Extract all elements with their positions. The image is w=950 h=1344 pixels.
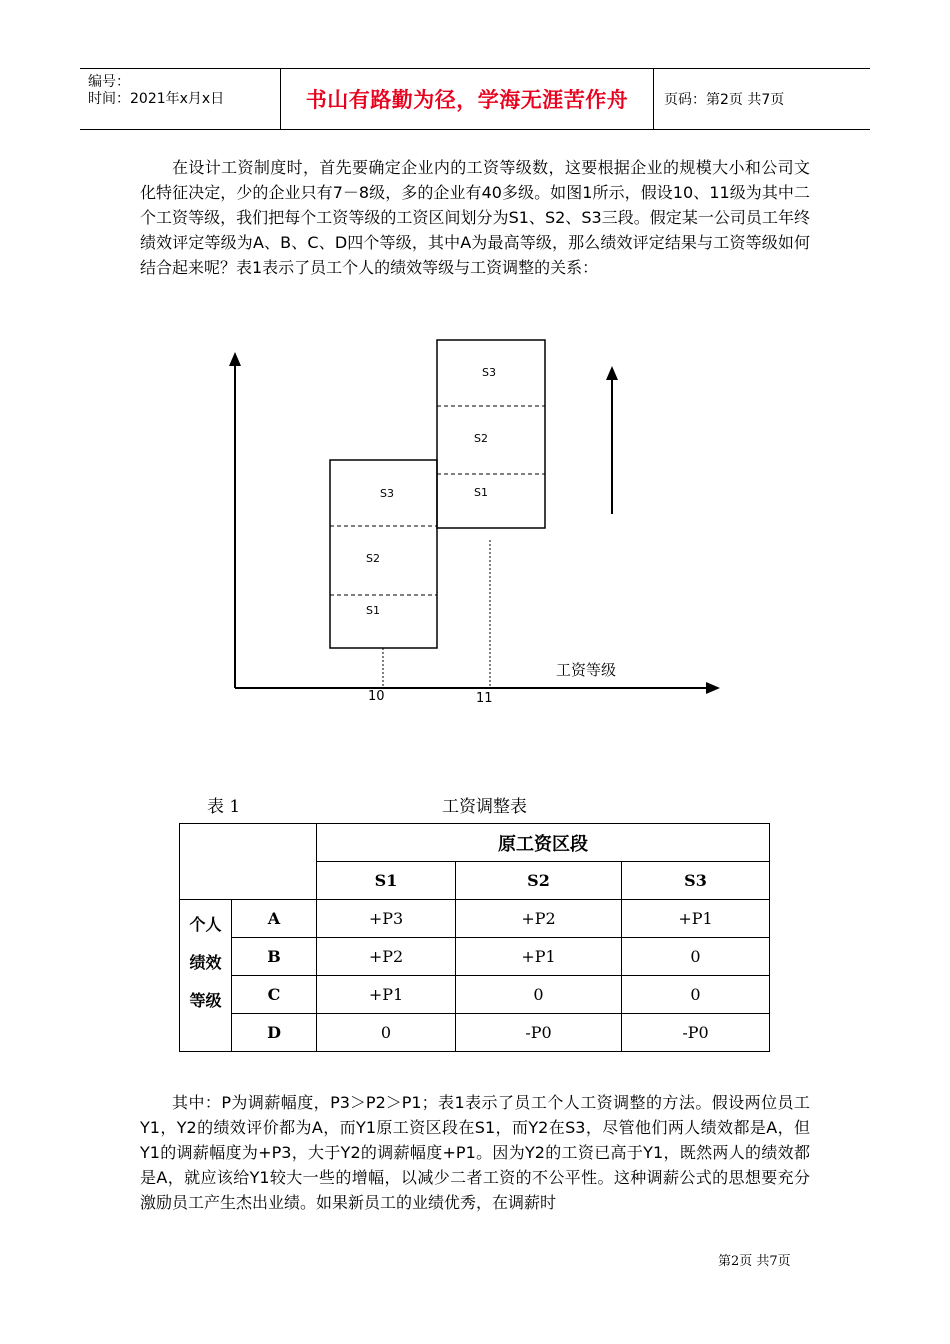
- grade-cell: A: [232, 900, 317, 938]
- segment-label: S3: [380, 487, 394, 500]
- segment-label: S1: [366, 604, 380, 617]
- column-header: S1: [317, 862, 456, 900]
- value-cell: +P1: [456, 938, 622, 976]
- segment-label: S2: [474, 432, 488, 445]
- value-cell: -P0: [456, 1014, 622, 1052]
- table-row: [180, 1014, 770, 1052]
- value-cell: +P1: [622, 900, 770, 938]
- header-motto: 书山有路勤为径，学海无涯苦作舟: [305, 88, 629, 112]
- page-code: 页码：第2页 共7页: [664, 92, 785, 108]
- increase-arrow-head: [606, 366, 618, 380]
- value-cell: 0: [622, 976, 770, 1014]
- x-axis-label: 工资等级: [556, 661, 617, 679]
- grade-cell: C: [232, 976, 317, 1014]
- row-group-line: 个人: [189, 915, 222, 934]
- table-label: 表 1: [207, 797, 241, 817]
- table-header-row: [180, 824, 770, 862]
- value-cell: 0: [317, 1014, 456, 1052]
- column-header: S2: [456, 862, 622, 900]
- group-header: 原工资区段: [317, 824, 770, 862]
- value-cell: +P2: [456, 900, 622, 938]
- value-cell: +P2: [317, 938, 456, 976]
- table-row: [180, 976, 770, 1014]
- time-label: 时间：2021年x月x日: [88, 91, 225, 107]
- segment-label: S1: [474, 486, 488, 499]
- row-group-line: 等级: [189, 991, 222, 1010]
- row-group-line: 绩效: [189, 953, 222, 972]
- page-footer: 第2页 共7页: [718, 1254, 791, 1269]
- grade-11-label: 11: [476, 691, 493, 706]
- corner-cell: [180, 824, 317, 900]
- grade-cell: B: [232, 938, 317, 976]
- intro-paragraph: 在设计工资制度时，首先要确定企业内的工资等级数，这要根据企业的规模大小和公司文化特征决定，少的企业只有7－8级，多的企业有40多级。如图1所示，假设10、11级为其中二个工资等级，我们把每个工资等级的工资区间划分为S1、S2、S3三段。假定某一公司员工年终绩效评定等级为A、B、C、D四个等级，其中A为最高等级，那么绩效评定结果与工资等级如何结合起来呢？表1表示了员工个人的绩效等级与工资调整的关系：: [140, 158, 810, 277]
- serial-label: 编号：: [88, 74, 130, 90]
- table-title: 工资调整表: [442, 797, 527, 817]
- value-cell: +P1: [317, 976, 456, 1014]
- row-group-header: [180, 900, 232, 1052]
- table-row: [180, 938, 770, 976]
- segment-label: S2: [366, 552, 380, 565]
- grade-10-label: 10: [368, 689, 385, 704]
- grade-cell: D: [232, 1014, 317, 1052]
- salary-adjustment-table: [179, 823, 770, 1052]
- value-cell: 0: [622, 938, 770, 976]
- segment-label: S3: [482, 366, 496, 379]
- x-axis-arrow: [706, 682, 720, 694]
- value-cell: -P0: [622, 1014, 770, 1052]
- value-cell: 0: [456, 976, 622, 1014]
- explanation-paragraph: 其中：P为调薪幅度，P3＞P2＞P1；表1表示了员工个人工资调整的方法。假设两位员工Y1，Y2的绩效评价都为A，而Y1原工资区段在S1，而Y2在S3，尽管他们两人绩效都是A，但Y1的调薪幅度为+P3，大于Y2的调薪幅度+P1。因为Y2的工资已高于Y1，既然两人的绩效都是A，就应该给Y1较大一些的增幅，以减少二者工资的不公平性。这种调薪公式的思想要充分激励员工产生杰出业绩。如果新员工的业绩优秀，在调薪时: [140, 1093, 810, 1212]
- value-cell: +P3: [317, 900, 456, 938]
- column-header: S3: [622, 862, 770, 900]
- table-row: [180, 900, 770, 938]
- y-axis-arrow: [229, 352, 241, 366]
